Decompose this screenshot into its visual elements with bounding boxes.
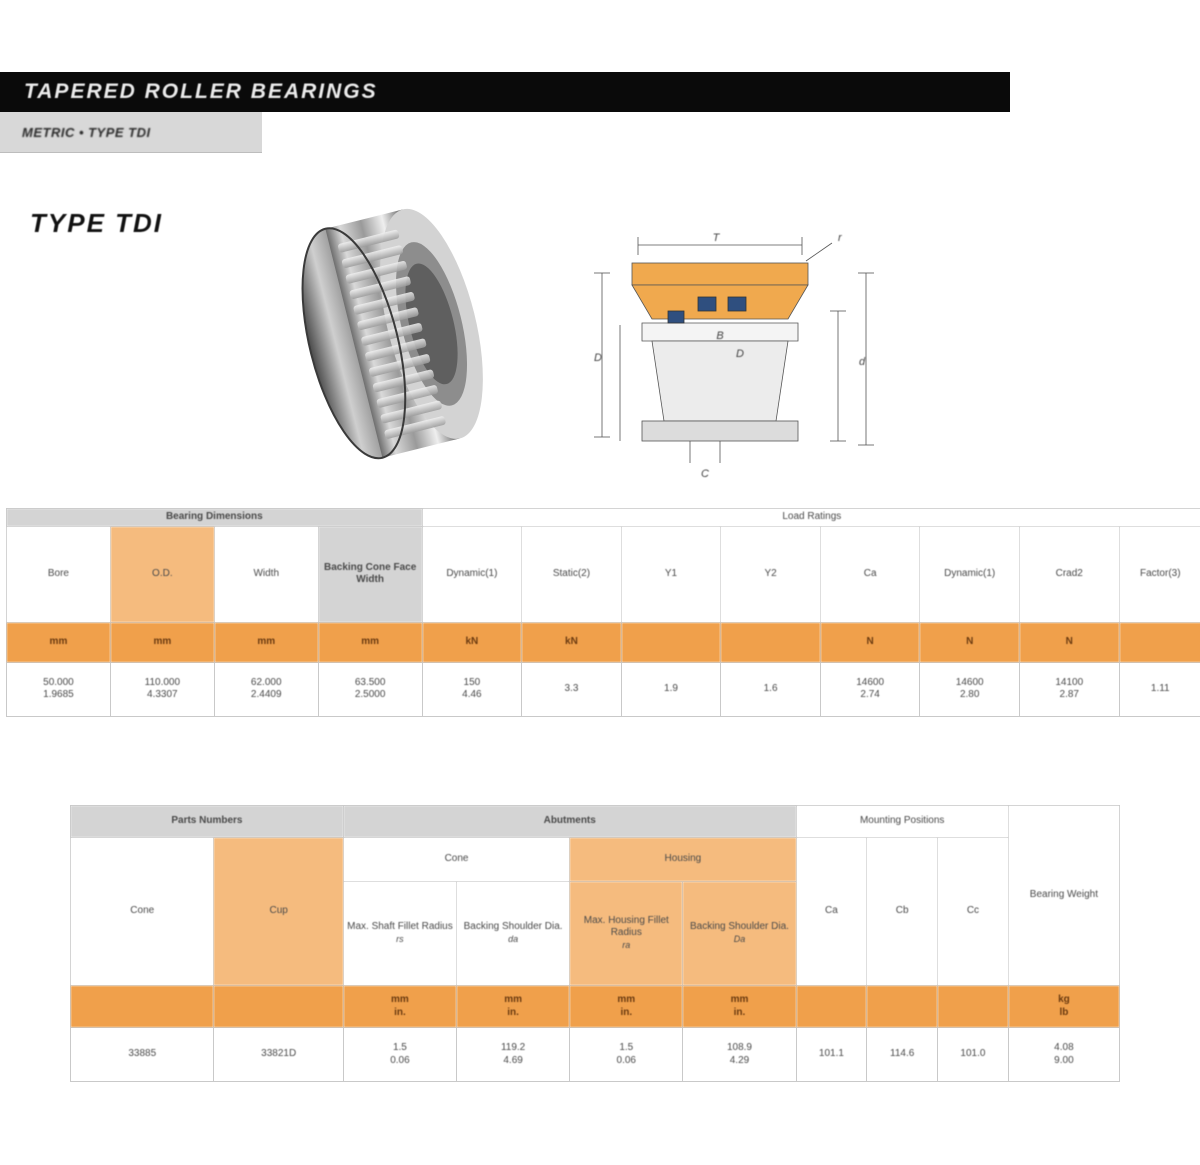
svg-text:D: D [594,352,602,364]
parts-data-shaft-fillet [343,1028,456,1082]
parts-unit-2 [343,986,456,1028]
cell-data-3 [318,662,422,716]
svg-text:d: d [858,356,866,368]
cell-data-4 [422,662,522,716]
bearing-type-label: TYPE TDI [30,208,164,238]
parts-unit-5 [683,986,796,1028]
parts-unit-0 [71,986,214,1028]
parts-data-weight-kg: 4.08 [1054,1042,1074,1053]
col-crad2: Crad2 [1019,526,1119,622]
cell-data-8-n: 14600 [856,676,885,688]
parts-unit-4-in: in. [620,1006,633,1018]
cell-data-9 [920,662,1020,716]
cell-unit-6 [621,622,721,662]
page-subheader-bar [0,112,262,153]
cell-data-4-kn: 150 [463,676,481,688]
parts-subgroup-header-row [71,838,1120,882]
col-backing-width: Backing Cone Face Width [318,526,422,622]
parts-numbers-table [70,805,1120,1082]
col-cup: Cup [214,838,343,986]
parts-unit-6 [796,986,867,1028]
parts-group-header-row [71,806,1120,838]
col-width: Width [214,526,318,622]
cell-unit-5: kN [522,622,622,662]
parts-data-weight [1008,1028,1119,1082]
col-bearing-weight: Bearing Weight [1008,806,1119,986]
cell-data-8 [820,662,920,716]
col-housing-fillet-label: Max. Housing Fillet Radius [583,914,669,939]
parts-data-ca: 101.1 [796,1028,867,1082]
col-shaft-fillet-sym: rs [396,933,404,944]
col-od: O.D. [110,526,214,622]
col-shaft-shoulder-label: Backing Shoulder Dia. [463,921,563,932]
col-static: Static(2) [522,526,622,622]
col-ca: Ca [820,526,920,622]
parts-row-data [71,1028,1120,1082]
cell-unit-2: mm [214,622,318,662]
cell-data-2-in: 2.4409 [250,689,282,700]
parts-unit-3 [457,986,570,1028]
col-factor: Factor(3) [1119,526,1200,622]
col-y1: Y1 [621,526,721,622]
cell-data-2 [214,662,318,716]
parts-data-shaft-shoulder-mm: 119.2 [500,1042,526,1053]
group-header-abutments: Abutments [343,806,796,838]
cell-data-0-mm: 50.000 [43,676,74,688]
group-header-ratings: Load Ratings [422,509,1200,527]
col-housing-shoulder [683,882,796,986]
page-title: TAPERED ROLLER BEARINGS [24,80,378,103]
parts-unit-7 [867,986,938,1028]
parts-unit-1 [214,986,343,1028]
table-group-header-row [7,509,1200,527]
parts-data-cone: 33885 [71,1028,214,1082]
cell-data-11: 1.11 [1119,662,1200,716]
table-column-header-row [7,526,1200,622]
parts-data-housing-fillet-mm: 1.5 [619,1042,634,1053]
page-header-bar [0,72,1010,112]
cell-data-3-in: 2.5000 [354,689,386,700]
cell-data-1 [110,662,214,716]
col-mounting-ca: Ca [796,838,867,986]
col-shaft-shoulder-sym: da [508,933,519,944]
parts-data-weight-lb: 9.00 [1054,1054,1074,1066]
parts-unit-9-lb: lb [1059,1006,1069,1018]
col-housing-fillet-sym: ra [622,939,631,950]
group-header-parts: Parts Numbers [71,806,344,838]
parts-row-units [71,986,1120,1028]
parts-unit-4 [570,986,683,1028]
cell-unit-11 [1119,622,1200,662]
col-mounting-cb: Cb [867,838,938,986]
cell-data-1-mm: 110.000 [144,676,181,688]
col-dynamic: Dynamic(1) [422,526,522,622]
svg-text:r: r [838,232,842,244]
cell-data-9-lbf: 2.80 [959,689,980,700]
parts-unit-3-in: in. [507,1006,519,1018]
cell-unit-7 [721,622,821,662]
parts-data-shaft-shoulder-in: 4.69 [503,1054,523,1066]
svg-text:C: C [701,468,709,480]
cell-data-3-mm: 63.500 [354,676,386,688]
cell-data-1-in: 4.3307 [147,689,178,700]
col-mounting-cc: Cc [938,838,1009,986]
cell-data-4-lbf: 4.46 [462,689,482,700]
col-housing-fillet [570,882,683,986]
group-header-mounting: Mounting Positions [796,806,1008,838]
col-cone: Cone [71,838,214,986]
parts-data-shaft-fillet-mm: 1.5 [392,1042,407,1053]
col-housing-shoulder-label: Backing Shoulder Dia. [689,921,789,932]
cell-data-0-in: 1.9685 [43,689,74,700]
cell-data-10 [1019,662,1119,716]
tapered-roller-bearing-photo [283,196,483,476]
subgroup-header-cone: Cone [343,838,569,882]
parts-unit-2-in: in. [394,1006,406,1018]
cell-data-9-n: 14600 [955,676,984,688]
parts-data-housing-fillet [570,1028,683,1082]
parts-data-shaft-fillet-in: 0.06 [390,1054,410,1066]
bearing-dimensions-table [6,508,1200,717]
table-row-units [7,622,1200,662]
svg-text:T: T [712,232,720,244]
parts-data-housing-shoulder-in: 4.29 [729,1054,750,1066]
col-shaft-shoulder [457,882,570,986]
parts-unit-5-in: in. [733,1006,746,1018]
parts-data-housing-fillet-in: 0.06 [616,1054,636,1066]
cell-unit-9: N [920,622,1020,662]
table-row-data [7,662,1200,716]
col-y2: Y2 [721,526,821,622]
col-shaft-fillet-label: Max. Shaft Fillet Radius [347,921,453,932]
col-shaft-fillet [343,882,456,986]
cell-unit-4: kN [422,622,522,662]
parts-unit-9 [1008,986,1119,1028]
cell-data-10-lbf: 2.87 [1059,689,1079,700]
cell-unit-3: mm [318,622,422,662]
tdi-cross-section-drawing [580,215,920,485]
cell-data-6: 1.9 [621,662,721,716]
col-bore: Bore [7,526,111,622]
parts-unit-5-mm: mm [730,994,749,1005]
cell-data-2-mm: 62.000 [250,676,282,688]
group-header-dimensions: Bearing Dimensions [7,509,423,527]
cell-data-7: 1.6 [721,662,821,716]
parts-data-housing-shoulder [683,1028,796,1082]
parts-unit-4-mm: mm [617,994,636,1005]
subgroup-header-housing: Housing [570,838,796,882]
cell-data-8-lbf: 2.74 [860,689,880,700]
cell-data-10-n: 14100 [1055,676,1084,688]
cell-unit-10: N [1019,622,1119,662]
parts-unit-8 [938,986,1009,1028]
col-housing-shoulder-sym: Da [733,933,746,944]
svg-text:D: D [736,348,744,360]
cell-unit-8: N [820,622,920,662]
cell-data-0 [7,662,111,716]
page-subtitle: METRIC • TYPE TDI [22,124,151,140]
parts-data-shaft-shoulder [457,1028,570,1082]
parts-unit-2-mm: mm [391,994,409,1005]
parts-unit-9-kg: kg [1058,994,1070,1005]
parts-data-cup: 33821D [214,1028,343,1082]
cell-unit-1: mm [110,622,214,662]
parts-data-cc: 101.0 [938,1028,1009,1082]
parts-unit-3-mm: mm [504,994,522,1005]
parts-data-cb: 114.6 [867,1028,938,1082]
cell-data-5: 3.3 [522,662,622,716]
cell-unit-0: mm [7,622,111,662]
col-dynamic2: Dynamic(1) [920,526,1020,622]
svg-text:B: B [716,330,724,342]
parts-data-housing-shoulder-mm: 108.9 [726,1042,752,1053]
